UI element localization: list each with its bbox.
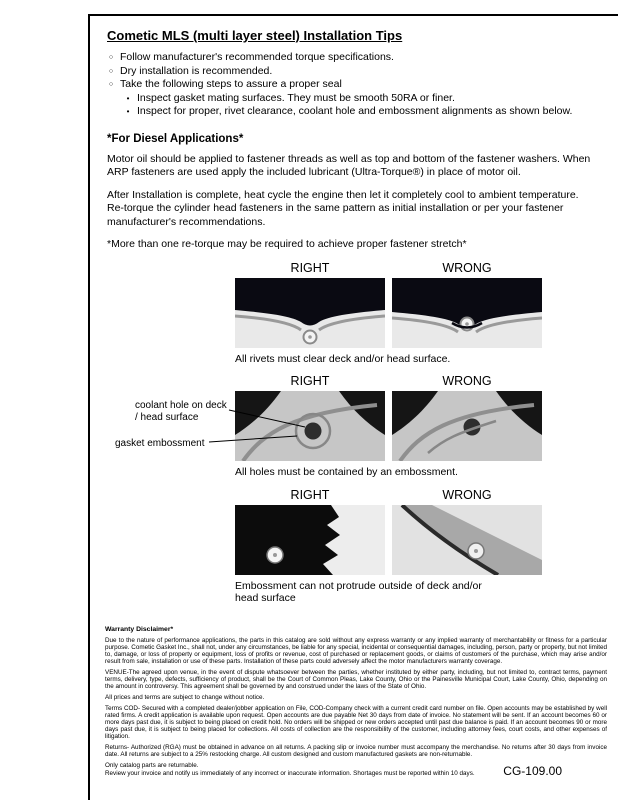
diesel-paragraph-1: Motor oil should be applied to fastener threads as well as top and bottom of the fastener washers. When ARP fasteners are used apply the included lubricant (Ultra-Torque®) in place of motor oil. [107, 152, 591, 178]
hollow-bullet-icon: ○ [108, 54, 114, 61]
diagram-caption: Embossment can not protrude outside of deck and/or head surface [235, 579, 482, 604]
retorque-note: *More than one re-torque may be required to achieve proper fastener stretch* [107, 238, 467, 250]
solid-bullet-icon: • [126, 107, 130, 116]
page-title: Cometic MLS (multi layer steel) Installation Tips [107, 28, 403, 43]
right-label: RIGHT [290, 487, 330, 502]
tip-text: Follow manufacturer's recommended torque specifications. [120, 51, 394, 63]
diagram-caption: All holes must be contained by an embossment. [235, 466, 458, 478]
coolant-hole-callout: coolant hole on deck / head surface [135, 400, 227, 423]
diagram-row-rivets [105, 261, 610, 375]
list-item [107, 51, 610, 65]
diesel-heading: *For Diesel Applications* [107, 132, 244, 145]
diagram-hole-right [235, 391, 385, 461]
list-item [107, 65, 610, 79]
wrong-label: WRONG [442, 374, 492, 388]
tip-text: Inspect for proper, rivet clearance, coolant hole and embossment alignments as shown below. [137, 105, 573, 117]
legal-section [105, 626, 607, 777]
diagram-hole-wrong [392, 391, 542, 461]
diagram-rivet-wrong [392, 278, 542, 348]
right-label: RIGHT [290, 374, 330, 388]
hollow-bullet-icon: ○ [108, 67, 114, 75]
legal-paragraph: Only catalog parts are returnable. [105, 761, 199, 769]
solid-bullet-icon: • [126, 93, 130, 103]
page-frame [88, 14, 618, 800]
tips-list [107, 51, 610, 119]
right-label: RIGHT [290, 260, 330, 275]
tip-text: Dry installation is recommended. [120, 64, 273, 77]
wrong-label: WRONG [442, 260, 492, 275]
warranty-heading: Warranty Disclaimer* [105, 625, 174, 633]
document-number: CG-109.00 [503, 764, 562, 778]
legal-paragraph: Returns- Authorized (RGA) must be obtained in advance on all returns. A packing slip or invoice number must accompany the merchandise. No returns after 30 days from invoice date. All returns are subject to a 25% restocking charge. All custom designed and custom manufactured gaskets are non-returnable. [105, 743, 607, 758]
legal-paragraph: Due to the nature of performance applications, the parts in this catalog are sold without any express warranty or any implied warranty of merchantability or fitness for a particular purpose. Cometic Gasket Inc., shall not, under any circumstances, be liable for any special, incidental or consequential damages, including, person, party or property, but not limited to, damage, or loss of property or equipment, loss of profits or revenue, cost of purchased or replacement goods, or claims of customers of the purchase, which may arise and/or result from sale, installation or use of these parts. Installation of these parts could adversely affect the motor manufacturers warranty coverage. [105, 636, 607, 665]
tip-text: Take the following steps to assure a proper seal [120, 78, 342, 90]
legal-paragraph: Terms COD- Secured with a completed dealer/jobber application on File, COD-Company check with a current credit card number on file. Open accounts may be established by well rated firms. A credit application is available upon request. Open accounts are due payable Net 30 days from date of invoice. No statement will be sent. If an account becomes 60 or more days past due, it is subject to being placed on credit hold. No orders will be shipped or new orders accepted until past due balance is paid. If an account becomes 90 or more days past due, it is subject to being placed for collections. All costs of collection are the responsibility of the customer, including attorney fees, court costs, and other expenses of litigation. [105, 704, 607, 740]
list-item [107, 78, 610, 92]
diagram-rivet-right [235, 278, 385, 348]
diagram-row-embossment [105, 488, 610, 614]
diagram-row-holes [105, 374, 610, 488]
list-item [124, 105, 610, 119]
list-item [124, 92, 610, 106]
tip-text: Inspect gasket mating surfaces. They must be smooth 50RA or finer. [137, 91, 455, 104]
legal-paragraph: All prices and terms are subject to change without notice. [105, 693, 265, 701]
diagram-section [105, 261, 610, 614]
legal-paragraph: VENUE-The agreed upon venue, in the event of dispute whatsoever between the parties, whether instituted by either party, including, but not limited to, contract terms, payment terms, delivery, type, defects, sufficiency of product, shall be the Court of Common Pleas, Lake County, Ohio or the Painesville Municipal Court, Lake County, Ohio, depending on the amount in controversy. This agreement shall be governed by and construed under the laws of the State of Ohio. [105, 668, 607, 690]
embossment-callout: gasket embossment [115, 438, 205, 449]
legal-paragraph: Review your invoice and notify us immediately of any incorrect or inaccurate information. Shortages must be reported within 10 days. [105, 769, 475, 777]
wrong-label: WRONG [442, 487, 492, 502]
diagram-caption: All rivets must clear deck and/or head surface. [235, 352, 451, 365]
diesel-paragraph-2: After Installation is complete, heat cycle the engine then let it completely cool to ambient temperature. Re-torque the cylinder head fasteners in the same pattern as initial installation or per your fastener manufacturer's recommendations. [107, 188, 579, 228]
diagram-embossment-right [235, 505, 385, 575]
hollow-bullet-icon: ○ [108, 81, 114, 88]
diagram-embossment-wrong [392, 505, 542, 575]
